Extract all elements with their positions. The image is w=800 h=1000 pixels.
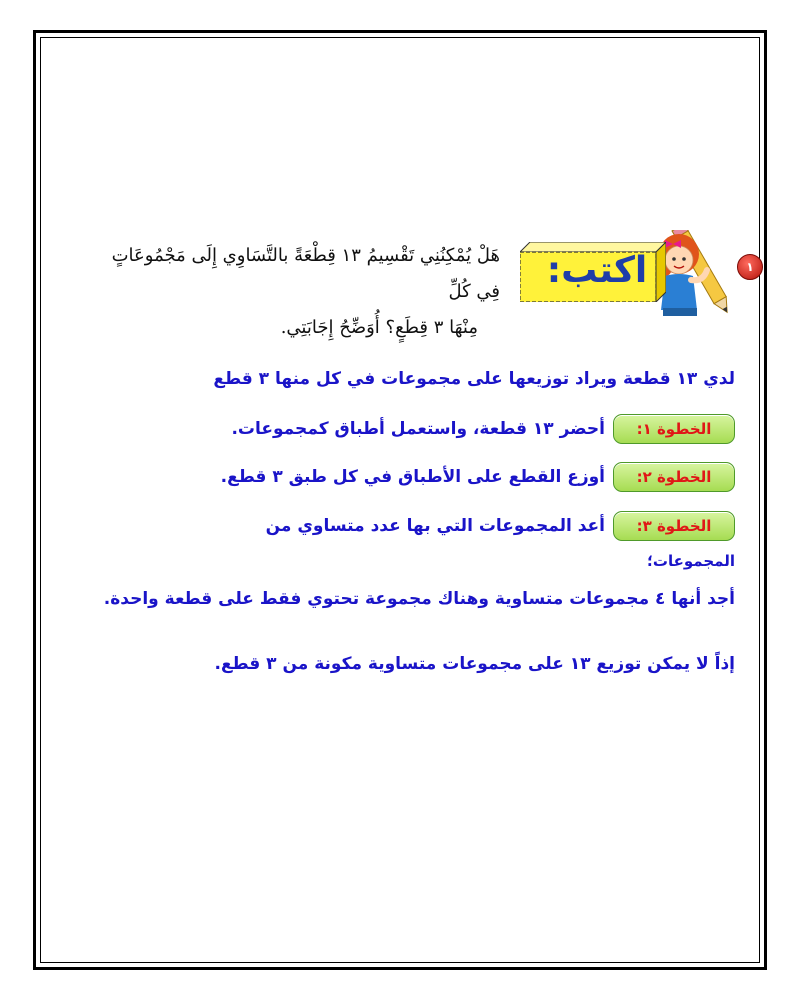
- step-3: [266, 509, 735, 543]
- write-label: اكتب:: [546, 250, 648, 291]
- step-2: [221, 460, 735, 494]
- question-header: [0, 230, 800, 340]
- question-line-1: هَلْ يُمْكِنُنِي تَقْسِيمُ ١٣ قِطْعَةً بالتَّسَاوِي إِلَى مَجْمُوعَاتٍ فِي كُلِّ: [111, 245, 500, 302]
- step-1-label: الخطوة ١:: [613, 414, 735, 444]
- answer-conclusion: إذاً لا يمكن توزيع ١٣ على مجموعات متساوية مكونة من ٣ قطع.: [214, 654, 735, 674]
- question-text: [100, 238, 500, 346]
- step-2-text: أوزع القطع على الأطباق في كل طبق ٣ قطع.: [220, 467, 605, 487]
- question-line-2: مِنْهَا ٣ قِطَعٍ؟ أُوَضِّحُ إِجَابَتِي.: [280, 317, 478, 338]
- step-1: [231, 412, 735, 446]
- question-number-badge: ١: [737, 254, 763, 280]
- answer-intro: لدي ١٣ قطعة ويراد توزيعها على مجموعات في كل منها ٣ قطع: [213, 369, 735, 389]
- step-1-text: أحضر ١٣ قطعة، واستعمل أطباق كمجموعات.: [231, 419, 605, 439]
- step-3-continuation: المجموعات؛: [646, 552, 735, 570]
- step-3-text: أعد المجموعات التي بها عدد متساوي من: [265, 516, 605, 536]
- step-2-label: الخطوة ٢:: [613, 462, 735, 492]
- page-border-inner: [40, 37, 760, 963]
- answer-finding: أجد أنها ٤ مجموعات متساوية وهناك مجموعة تحتوي فقط على قطعة واحدة.: [103, 589, 735, 609]
- step-3-label: الخطوة ٣:: [613, 511, 735, 541]
